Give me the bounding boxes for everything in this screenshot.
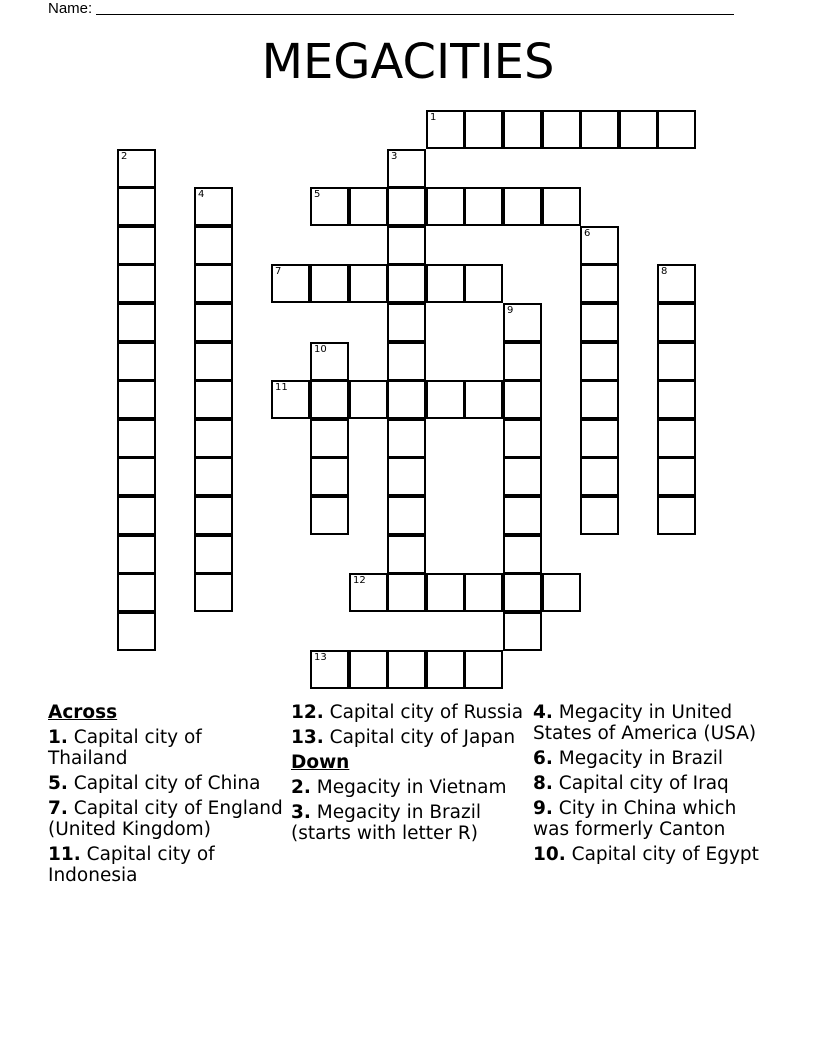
grid-cell[interactable] [503, 110, 542, 149]
grid-cell[interactable] [117, 342, 156, 381]
clue-item [533, 798, 768, 840]
clue-item-number: 13. [291, 727, 324, 748]
grid-cell[interactable] [503, 612, 542, 651]
clue-item-number: 7. [48, 798, 68, 819]
grid-cell[interactable] [580, 342, 619, 381]
grid-cell[interactable] [387, 264, 426, 303]
grid-cell[interactable] [349, 187, 388, 226]
clue-heading: Down [291, 752, 350, 773]
grid-cell[interactable] [503, 380, 542, 419]
grid-cell[interactable] [580, 110, 619, 149]
grid-cell[interactable] [464, 187, 503, 226]
puzzle-title: MEGACITIES [261, 34, 555, 90]
grid-cell[interactable] [387, 187, 426, 226]
grid-cell[interactable] [310, 342, 349, 381]
clue-item-number: 8. [533, 773, 553, 794]
grid-cell[interactable] [464, 573, 503, 612]
clue-item [48, 844, 283, 886]
grid-cell[interactable] [194, 342, 233, 381]
clue-item [48, 773, 283, 794]
clue-item-number: 11. [48, 844, 81, 865]
grid-cell[interactable] [619, 110, 658, 149]
grid-cell[interactable] [542, 110, 581, 149]
clues-column-1 [48, 702, 283, 890]
clue-item-number: 6. [533, 748, 553, 769]
grid-cell[interactable] [657, 110, 696, 149]
grid-cell[interactable] [349, 264, 388, 303]
clues-column-2 [291, 702, 526, 848]
grid-cell[interactable] [503, 303, 542, 342]
clue-item-number: 10. [533, 844, 566, 865]
grid-cell[interactable] [580, 380, 619, 419]
clue-item-text: Capital city of Japan [329, 727, 516, 748]
clue-item-text: Capital city of England (United Kingdom) [48, 798, 283, 840]
grid-cell[interactable] [117, 612, 156, 651]
grid-cell[interactable] [387, 496, 426, 535]
grid-cell[interactable] [194, 457, 233, 496]
grid-cell[interactable] [503, 535, 542, 574]
clue-item-text: City in China which was formerly Canton [533, 798, 737, 840]
grid-cell[interactable] [503, 187, 542, 226]
grid-cell[interactable] [464, 380, 503, 419]
clue-item [291, 727, 526, 748]
clue-item-text: Capital city of Thailand [48, 727, 202, 769]
clue-number: 11 [275, 382, 288, 393]
grid-cell[interactable] [117, 264, 156, 303]
grid-cell[interactable] [657, 380, 696, 419]
clue-number: 8 [661, 266, 668, 277]
grid-cell[interactable] [426, 573, 465, 612]
grid-cell[interactable] [117, 535, 156, 574]
name-label: Name: [48, 0, 93, 17]
grid-cell[interactable] [387, 149, 426, 188]
grid-cell[interactable] [580, 264, 619, 303]
grid-cell[interactable] [426, 187, 465, 226]
clue-item [48, 798, 283, 840]
clue-item-number: 4. [533, 702, 553, 723]
clue-number: 7 [275, 266, 282, 277]
clue-item [533, 844, 768, 865]
grid-cell[interactable] [271, 380, 310, 419]
grid-cell[interactable] [194, 187, 233, 226]
grid-cell[interactable] [349, 573, 388, 612]
clue-item [291, 777, 526, 798]
grid-cell[interactable] [503, 573, 542, 612]
grid-cell[interactable] [657, 342, 696, 381]
grid-cell[interactable] [117, 419, 156, 458]
clue-item-text: Capital city of China [73, 773, 261, 794]
grid-cell[interactable] [387, 650, 426, 689]
clue-item [291, 802, 526, 844]
grid-cell[interactable] [310, 187, 349, 226]
grid-cell[interactable] [503, 419, 542, 458]
clue-item-text: Megacity in Brazil (starts with letter R) [291, 802, 481, 844]
clue-number: 1 [430, 112, 437, 123]
clue-item-text: Capital city of Indonesia [48, 844, 215, 886]
grid-cell[interactable] [310, 457, 349, 496]
grid-cell[interactable] [117, 457, 156, 496]
grid-cell[interactable] [387, 457, 426, 496]
grid-cell[interactable] [464, 110, 503, 149]
grid-cell[interactable] [426, 650, 465, 689]
clue-heading: Across [48, 702, 118, 723]
clue-item-number: 3. [291, 802, 311, 823]
clue-number: 6 [584, 228, 591, 239]
clue-number: 3 [391, 151, 398, 162]
grid-cell[interactable] [117, 149, 156, 188]
grid-cell[interactable] [503, 457, 542, 496]
grid-cell[interactable] [194, 264, 233, 303]
grid-cell[interactable] [580, 496, 619, 535]
grid-cell[interactable] [657, 303, 696, 342]
grid-cell[interactable] [117, 380, 156, 419]
grid-cell[interactable] [657, 264, 696, 303]
clue-item [533, 748, 768, 769]
grid-cell[interactable] [387, 573, 426, 612]
grid-cell[interactable] [194, 226, 233, 265]
clue-item-number: 5. [48, 773, 68, 794]
grid-cell[interactable] [349, 650, 388, 689]
grid-cell[interactable] [387, 419, 426, 458]
grid-cell[interactable] [580, 303, 619, 342]
clue-number: 4 [198, 189, 205, 200]
clues-column-3 [533, 702, 768, 869]
clue-item [291, 702, 526, 723]
grid-cell[interactable] [542, 187, 581, 226]
clue-item-text: Capital city of Egypt [571, 844, 759, 865]
grid-cell[interactable] [310, 650, 349, 689]
grid-cell[interactable] [117, 187, 156, 226]
grid-cell[interactable] [387, 380, 426, 419]
grid-cell[interactable] [387, 303, 426, 342]
grid-cell[interactable] [194, 303, 233, 342]
clue-item-text: Megacity in Brazil [558, 748, 723, 769]
clue-item [533, 702, 768, 744]
grid-cell[interactable] [426, 110, 465, 149]
clue-number: 9 [507, 305, 514, 316]
clue-number: 2 [121, 151, 128, 162]
grid-cell[interactable] [464, 650, 503, 689]
grid-cell[interactable] [117, 496, 156, 535]
clue-item [48, 727, 283, 769]
grid-cell[interactable] [310, 264, 349, 303]
clue-item-text: Megacity in United States of America (USA) [533, 702, 757, 744]
clue-item-number: 12. [291, 702, 324, 723]
grid-cell[interactable] [503, 342, 542, 381]
grid-cell[interactable] [580, 226, 619, 265]
grid-cell[interactable] [580, 419, 619, 458]
grid-cell[interactable] [657, 419, 696, 458]
grid-cell[interactable] [580, 457, 619, 496]
grid-cell[interactable] [194, 419, 233, 458]
grid-cell[interactable] [117, 303, 156, 342]
grid-cell[interactable] [117, 573, 156, 612]
grid-cell[interactable] [387, 342, 426, 381]
clue-item [533, 773, 768, 794]
grid-cell[interactable] [349, 380, 388, 419]
clue-item-number: 1. [48, 727, 68, 748]
clue-item-text: Capital city of Russia [329, 702, 524, 723]
clue-number: 12 [353, 575, 366, 586]
grid-cell[interactable] [503, 496, 542, 535]
clue-item-text: Megacity in Vietnam [316, 777, 507, 798]
grid-cell[interactable] [464, 264, 503, 303]
grid-cell[interactable] [657, 496, 696, 535]
grid-cell[interactable] [271, 264, 310, 303]
clue-number: 10 [314, 344, 327, 355]
grid-cell[interactable] [194, 380, 233, 419]
clue-item-number: 2. [291, 777, 311, 798]
clue-item-number: 9. [533, 798, 553, 819]
grid-cell[interactable] [426, 264, 465, 303]
grid-cell[interactable] [310, 380, 349, 419]
clue-number: 5 [314, 189, 321, 200]
grid-cell[interactable] [117, 226, 156, 265]
grid-cell[interactable] [194, 496, 233, 535]
grid-cell[interactable] [542, 573, 581, 612]
grid-cell[interactable] [426, 380, 465, 419]
grid-cell[interactable] [194, 573, 233, 612]
grid-cell[interactable] [194, 535, 233, 574]
clue-item-text: Capital city of Iraq [558, 773, 729, 794]
grid-cell[interactable] [310, 496, 349, 535]
grid-cell[interactable] [387, 226, 426, 265]
grid-cell[interactable] [657, 457, 696, 496]
clue-number: 13 [314, 652, 327, 663]
grid-cell[interactable] [310, 419, 349, 458]
grid-cell[interactable] [387, 535, 426, 574]
